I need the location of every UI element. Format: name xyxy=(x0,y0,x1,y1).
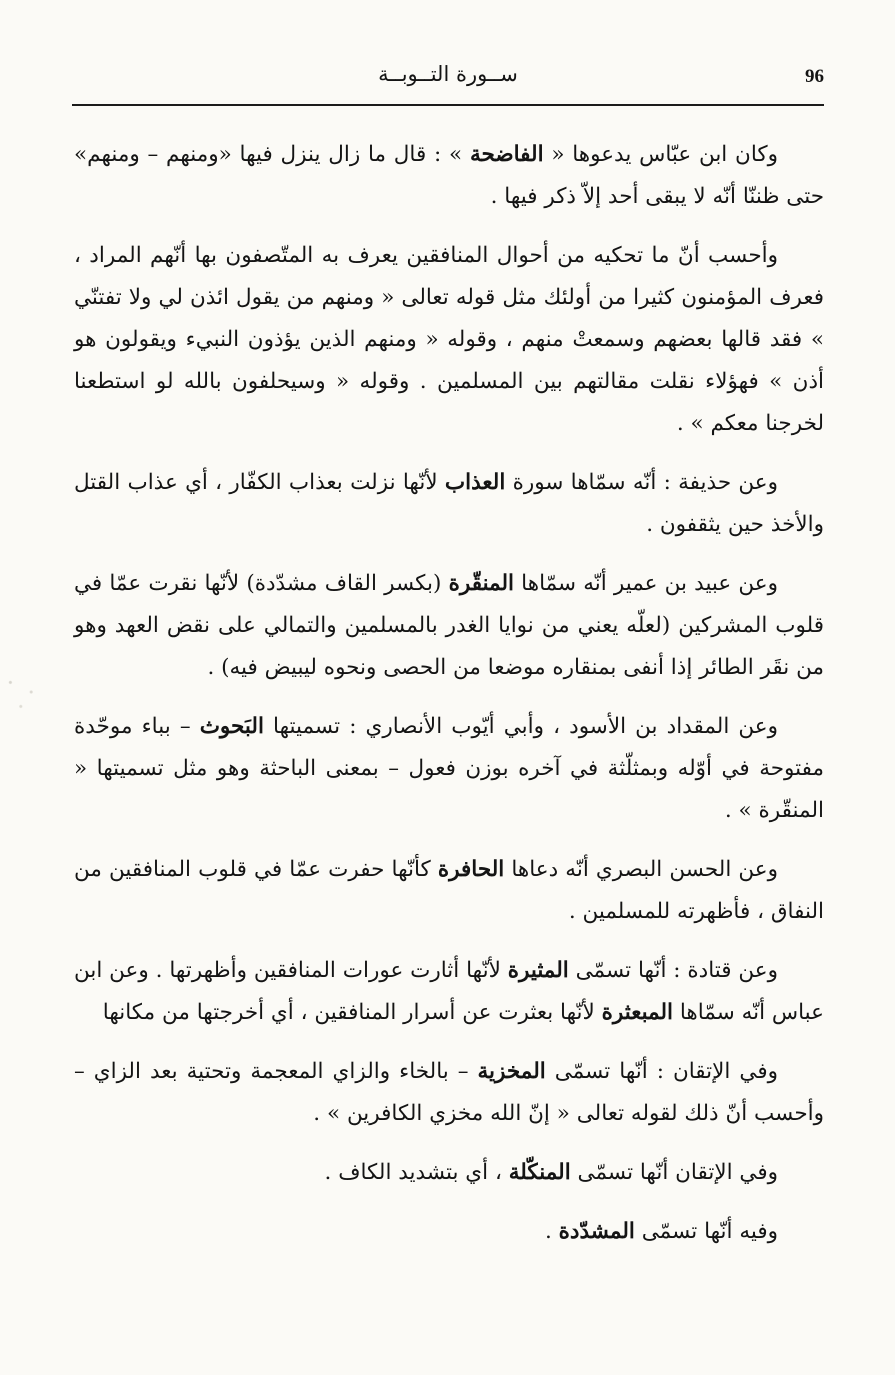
paragraph-text: وعن عبيد بن عمير أنّه سمّاها xyxy=(514,571,778,596)
paragraph-text: وأحسب أنّ ما تحكيه من أحوال المنافقين يعرف به المتّصفون بها أنّهم المراد ، فعرف المؤمنون كثيرا من أولئك مثل قوله تعالى « ومنهم من يقول ائذن لي ولا تفتنّي » فقد قالها بعضهم وسمعتْ منهم ، وقوله « ومنهم الذين يؤذون النبيء ويقولون هو أذن » فهؤلاء نقلت مقالتهم بين المسلمين . وقوله « وسيحلفون بالله لو استطعنا لخرجنا معكم » . xyxy=(74,243,824,436)
main-text-body xyxy=(74,134,824,1270)
paragraph-text: » : قال ما زال ينزل فيها «ومنهم – ومنهم» حتى ظننّا أنّه لا يبقى أحد إلاّ ذكر فيها . xyxy=(74,142,824,209)
paragraph-indent xyxy=(778,1219,824,1244)
paragraph-p3 xyxy=(74,462,824,546)
running-title: ســورة التــوبــة xyxy=(378,62,518,86)
paragraph-text: وفيه أنّها تسمّى xyxy=(634,1219,778,1244)
paragraph-text: – بالخاء والزاي المعجمة وتحتية بعد الزاي – وأحسب أنّ ذلك لقوله تعالى « إنّ الله مخزي الكافرين » . xyxy=(74,1059,824,1126)
paragraph-text: لأنّها نزلت بعذاب الكفّار ، أي عذاب القتل والأخذ حين يثقفون . xyxy=(74,470,824,537)
name-keyword: المشدّدة xyxy=(558,1219,635,1244)
name-keyword: الحافرة xyxy=(437,857,505,882)
paragraph-text: لأنّها بعثرت عن أسرار المنافقين ، أي أخرجتها من مكانها xyxy=(102,1000,602,1025)
paragraph-p2 xyxy=(74,235,824,445)
paragraph-text: وكان ابن عبّاس يدعوها « xyxy=(543,142,778,167)
paragraph-text: وفي الإتقان أنّها تسمّى xyxy=(570,1160,778,1185)
paragraph-p8 xyxy=(74,1051,824,1135)
name-keyword: المثيرة xyxy=(507,958,569,983)
name-keyword: المنقّرة xyxy=(448,571,515,596)
name-keyword: المنكّلة xyxy=(508,1160,571,1185)
paragraph-text: لأنّها أثارت عورات المنافقين وأظهرتها . وعن ابن عباس أنّه سمّاها xyxy=(74,958,824,1025)
paragraph-indent xyxy=(778,142,824,167)
paragraph-p4 xyxy=(74,563,824,689)
paragraph-indent xyxy=(778,243,824,268)
name-keyword: العذاب xyxy=(444,470,506,495)
paragraph-text: (بكسر القاف مشدّدة) لأنّها نقرت عمّا في قلوب المشركين (لعلّه يعني من نوايا الغدر بالمسلمين والتمالي على نقض العهد وهو من نقَر الطائر إذا أنفى بمنقاره موضعا من الحصى ونحوه ليبيض فيه) . xyxy=(74,571,824,680)
paragraph-indent xyxy=(778,1160,824,1185)
paragraph-indent xyxy=(778,958,824,983)
paragraph-indent xyxy=(778,571,824,596)
paragraph-p6 xyxy=(74,849,824,933)
paragraph-indent xyxy=(778,857,824,882)
name-keyword: الفاضحة xyxy=(469,142,544,167)
paragraph-p10 xyxy=(74,1211,824,1253)
page-number: 96 xyxy=(805,66,824,87)
paragraph-text: كأنّها حفرت عمّا في قلوب المنافقين من النفاق ، فأظهرته للمسلمين . xyxy=(74,857,824,924)
paragraph-text: وفي الإتقان : أنّها تسمّى xyxy=(545,1059,778,1084)
paragraph-indent xyxy=(778,714,824,739)
paragraph-text: . xyxy=(544,1219,559,1244)
paragraph-text: وعن حذيفة : أنّه سمّاها سورة xyxy=(505,470,778,495)
name-keyword: المبعثرة xyxy=(601,1000,674,1025)
paragraph-p1 xyxy=(74,134,824,218)
paragraph-p5 xyxy=(74,706,824,832)
paragraph-text: وعن قتادة : أنّها تسمّى xyxy=(568,958,778,983)
name-keyword: البَحوث xyxy=(199,714,264,739)
paragraph-p9 xyxy=(74,1152,824,1194)
paragraph-text: وعن المقداد بن الأسود ، وأبي أيّوب الأنصاري : تسميتها xyxy=(263,714,778,739)
paragraph-text: – بباء موحّدة مفتوحة في أوّله وبمثلّثة في آخره بوزن فعول – بمعنى الباحثة وهو مثل تسميتها « المنقّرة » . xyxy=(74,714,824,823)
paragraph-indent xyxy=(778,1059,824,1084)
name-keyword: المخزية xyxy=(477,1059,546,1084)
paragraph-indent xyxy=(778,470,824,495)
paragraph-p7 xyxy=(74,950,824,1034)
page-header xyxy=(72,58,824,106)
paragraph-text: وعن الحسن البصري أنّه دعاها xyxy=(504,857,778,882)
paragraph-text: ، أي بتشديد الكاف . xyxy=(324,1160,509,1185)
scan-speckle xyxy=(0,668,52,716)
